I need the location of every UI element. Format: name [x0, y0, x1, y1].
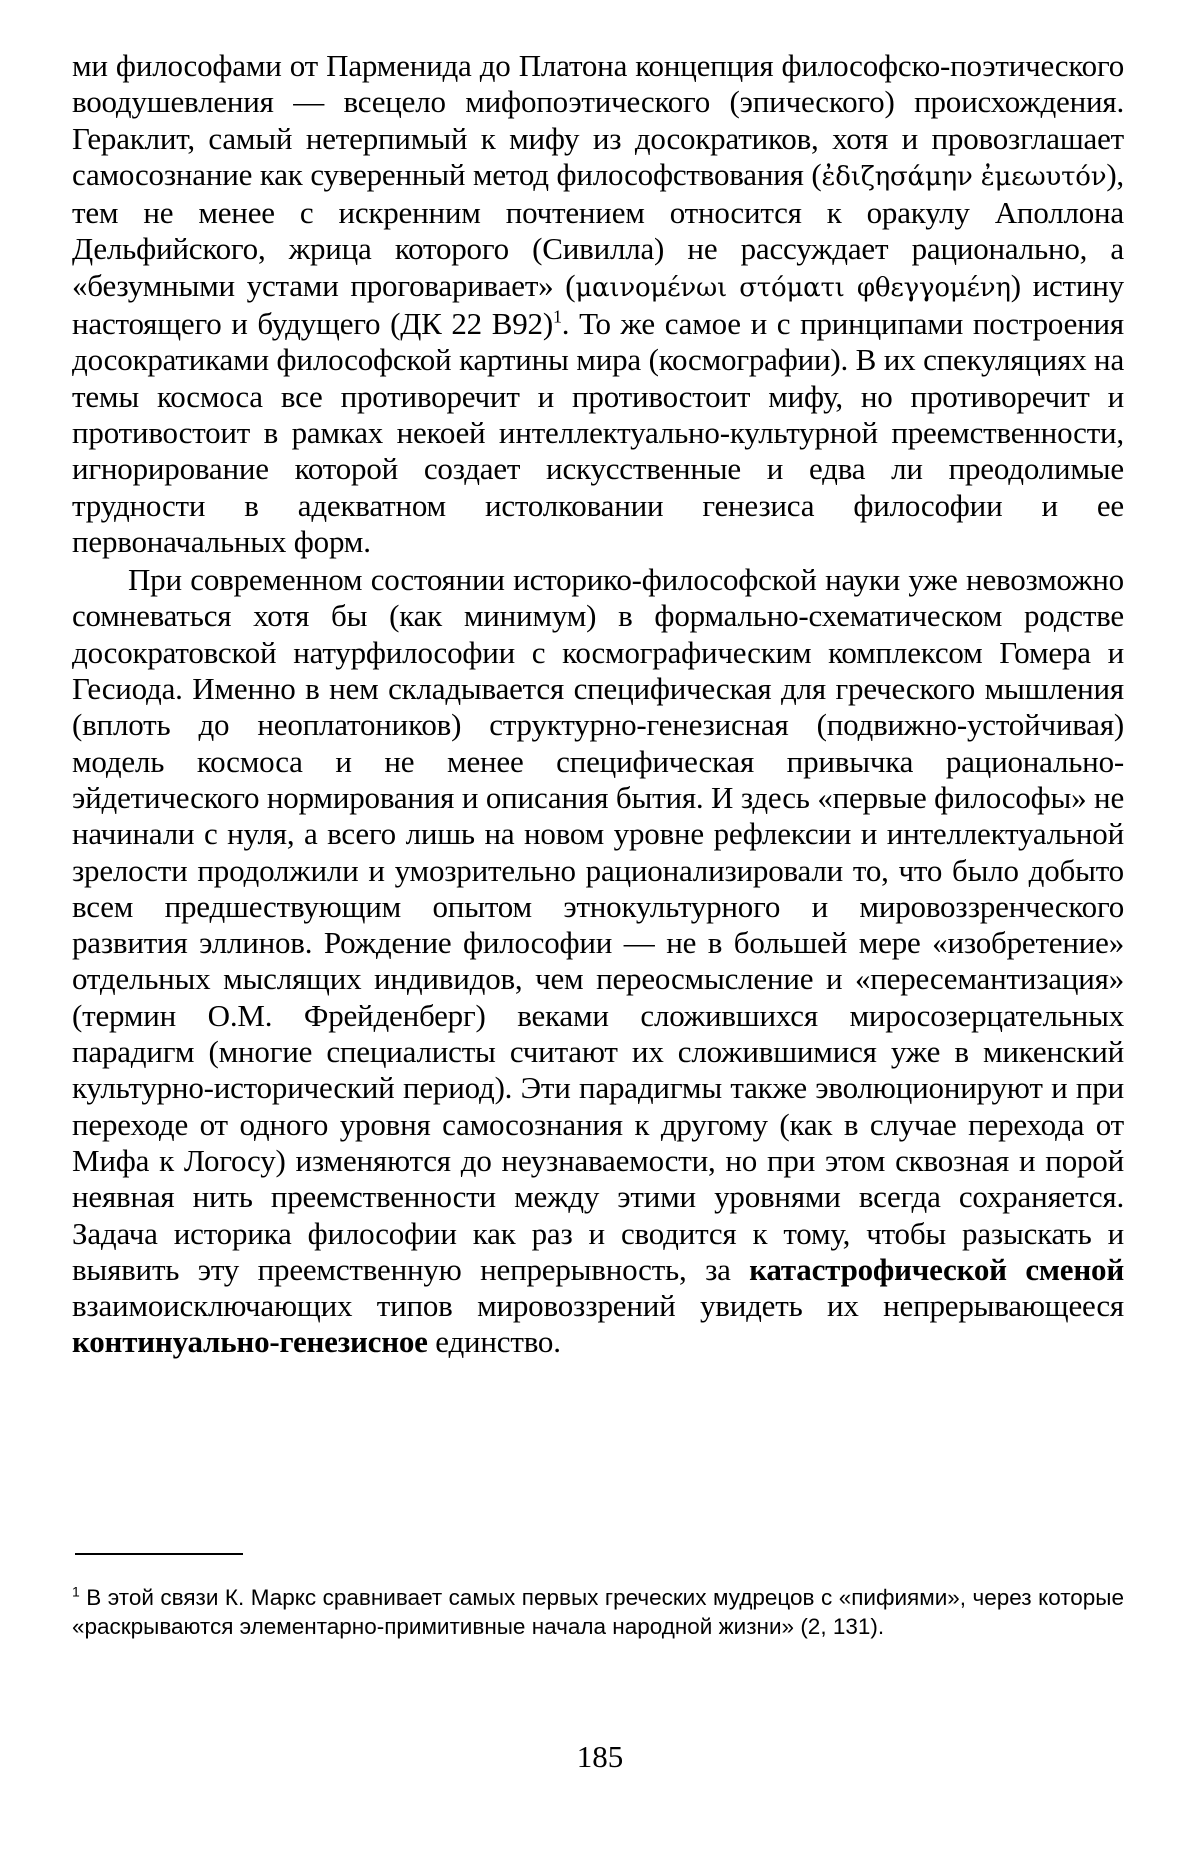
- footnote-text: В этой связи К. Маркс сравнивает самых первых греческих мудрецов с «пифиями», через которые «раскрываются элементарно-примитивные начала народной жизни» (2, 131).: [72, 1585, 1124, 1639]
- paragraph-1-text: ) истину настоящего и будущего (ДК 22 В92): [72, 267, 1124, 342]
- greek-quote-1: ἐδιζησάμην ἐμεωυτόν: [821, 161, 1107, 192]
- paragraph-1-text: ), тем не менее с искренним почтением относится к оракулу Аполлона Дельфийского, жрица которого (Сивилла) не рассуждает рационально, а «безумными устами проговаривает» (: [72, 156, 1124, 303]
- paragraph-1: [72, 48, 1124, 560]
- greek-quote-2: μαινομένωι στόματι φθεγγομένη: [575, 272, 1011, 303]
- footnote-marker: 1: [72, 1583, 80, 1600]
- paragraph-1-text: ми философами от Парменида до Платона концепция философско-поэтического воодушевления — всецело мифопоэтического (эпического) происхождения. Гераклит, самый нетерпимый к мифу из досократиков, хотя и провозглашает самосознание как суверенный метод философствования (: [72, 48, 1124, 192]
- paragraph-1-text: . То же самое и с принципами построения досократиками философской картины мира (космографии). В их спекуляциях на темы космоса все противоречит и противостоит мифу, но противоречит и противостоит в рамках некоей интеллектуально-культурной преемственности, игнорирование которой создает искусственные и едва ли преодолимые трудности в адекватном истолковании генезиса философии и ее первоначальных форм.: [72, 306, 1124, 559]
- footnote-separator: [75, 1553, 243, 1555]
- paragraph-2-text: При современном состоянии историко-философской науки уже невозможно сомневаться хотя бы (как минимум) в формально-схематическом родстве досократовской натурфилософии с космографическим комплексом Гомера и Гесиода. Именно в нем складывается специфическая для греческого мышления (вплоть до неоплатоников) структурно-генезисная (подвижно-устойчивая) модель космоса и не менее специфическая привычка рационально-эйдетического нормирования и описания бытия. И здесь «первые философы» не начинали с нуля, а всего лишь на новом уровне рефлексии и интеллектуальной зрелости продолжили и умозрительно рационализировали то, что было добыто всем предшествующим опытом этнокультурного и мировоззренческого развития эллинов. Рождение философии — не в большей мере «изобретение» отдельных мыслящих индивидов, чем переосмысление и «пересемантизация» (термин О.М. Фрейденберг) веками сложившихся миросозерцательных парадигм (многие специалисты считают их сложившимися уже в микенский культурно-исторический период). Эти парадигмы также эволюционируют и при переходе от одного уровня самосознания к другому (как в случае перехода от Мифа к Логосу) изменяются до неузнаваемости, но при этом сквозная и порой неявная нить преемственности между этими уровнями всегда сохраняется. Задача историка философии как раз и сводится к тому, чтобы разыскать и выявить эту преемственную непрерывность, за: [72, 562, 1124, 1287]
- paragraph-2-text: взаимоисключающих типов мировоззрений увидеть их непрерывающееся: [72, 1288, 1124, 1324]
- paragraph-2: [72, 562, 1124, 1361]
- bold-term-1: катастрофической сменой: [749, 1251, 1124, 1287]
- footnote-reference: 1: [552, 306, 562, 327]
- paragraph-2-text: единство.: [427, 1324, 561, 1360]
- page-number: 185: [576, 1739, 624, 1774]
- footnote: [72, 1584, 1124, 1641]
- main-text: [72, 48, 1124, 1361]
- bold-term-2: континуально-генезисное: [72, 1324, 428, 1360]
